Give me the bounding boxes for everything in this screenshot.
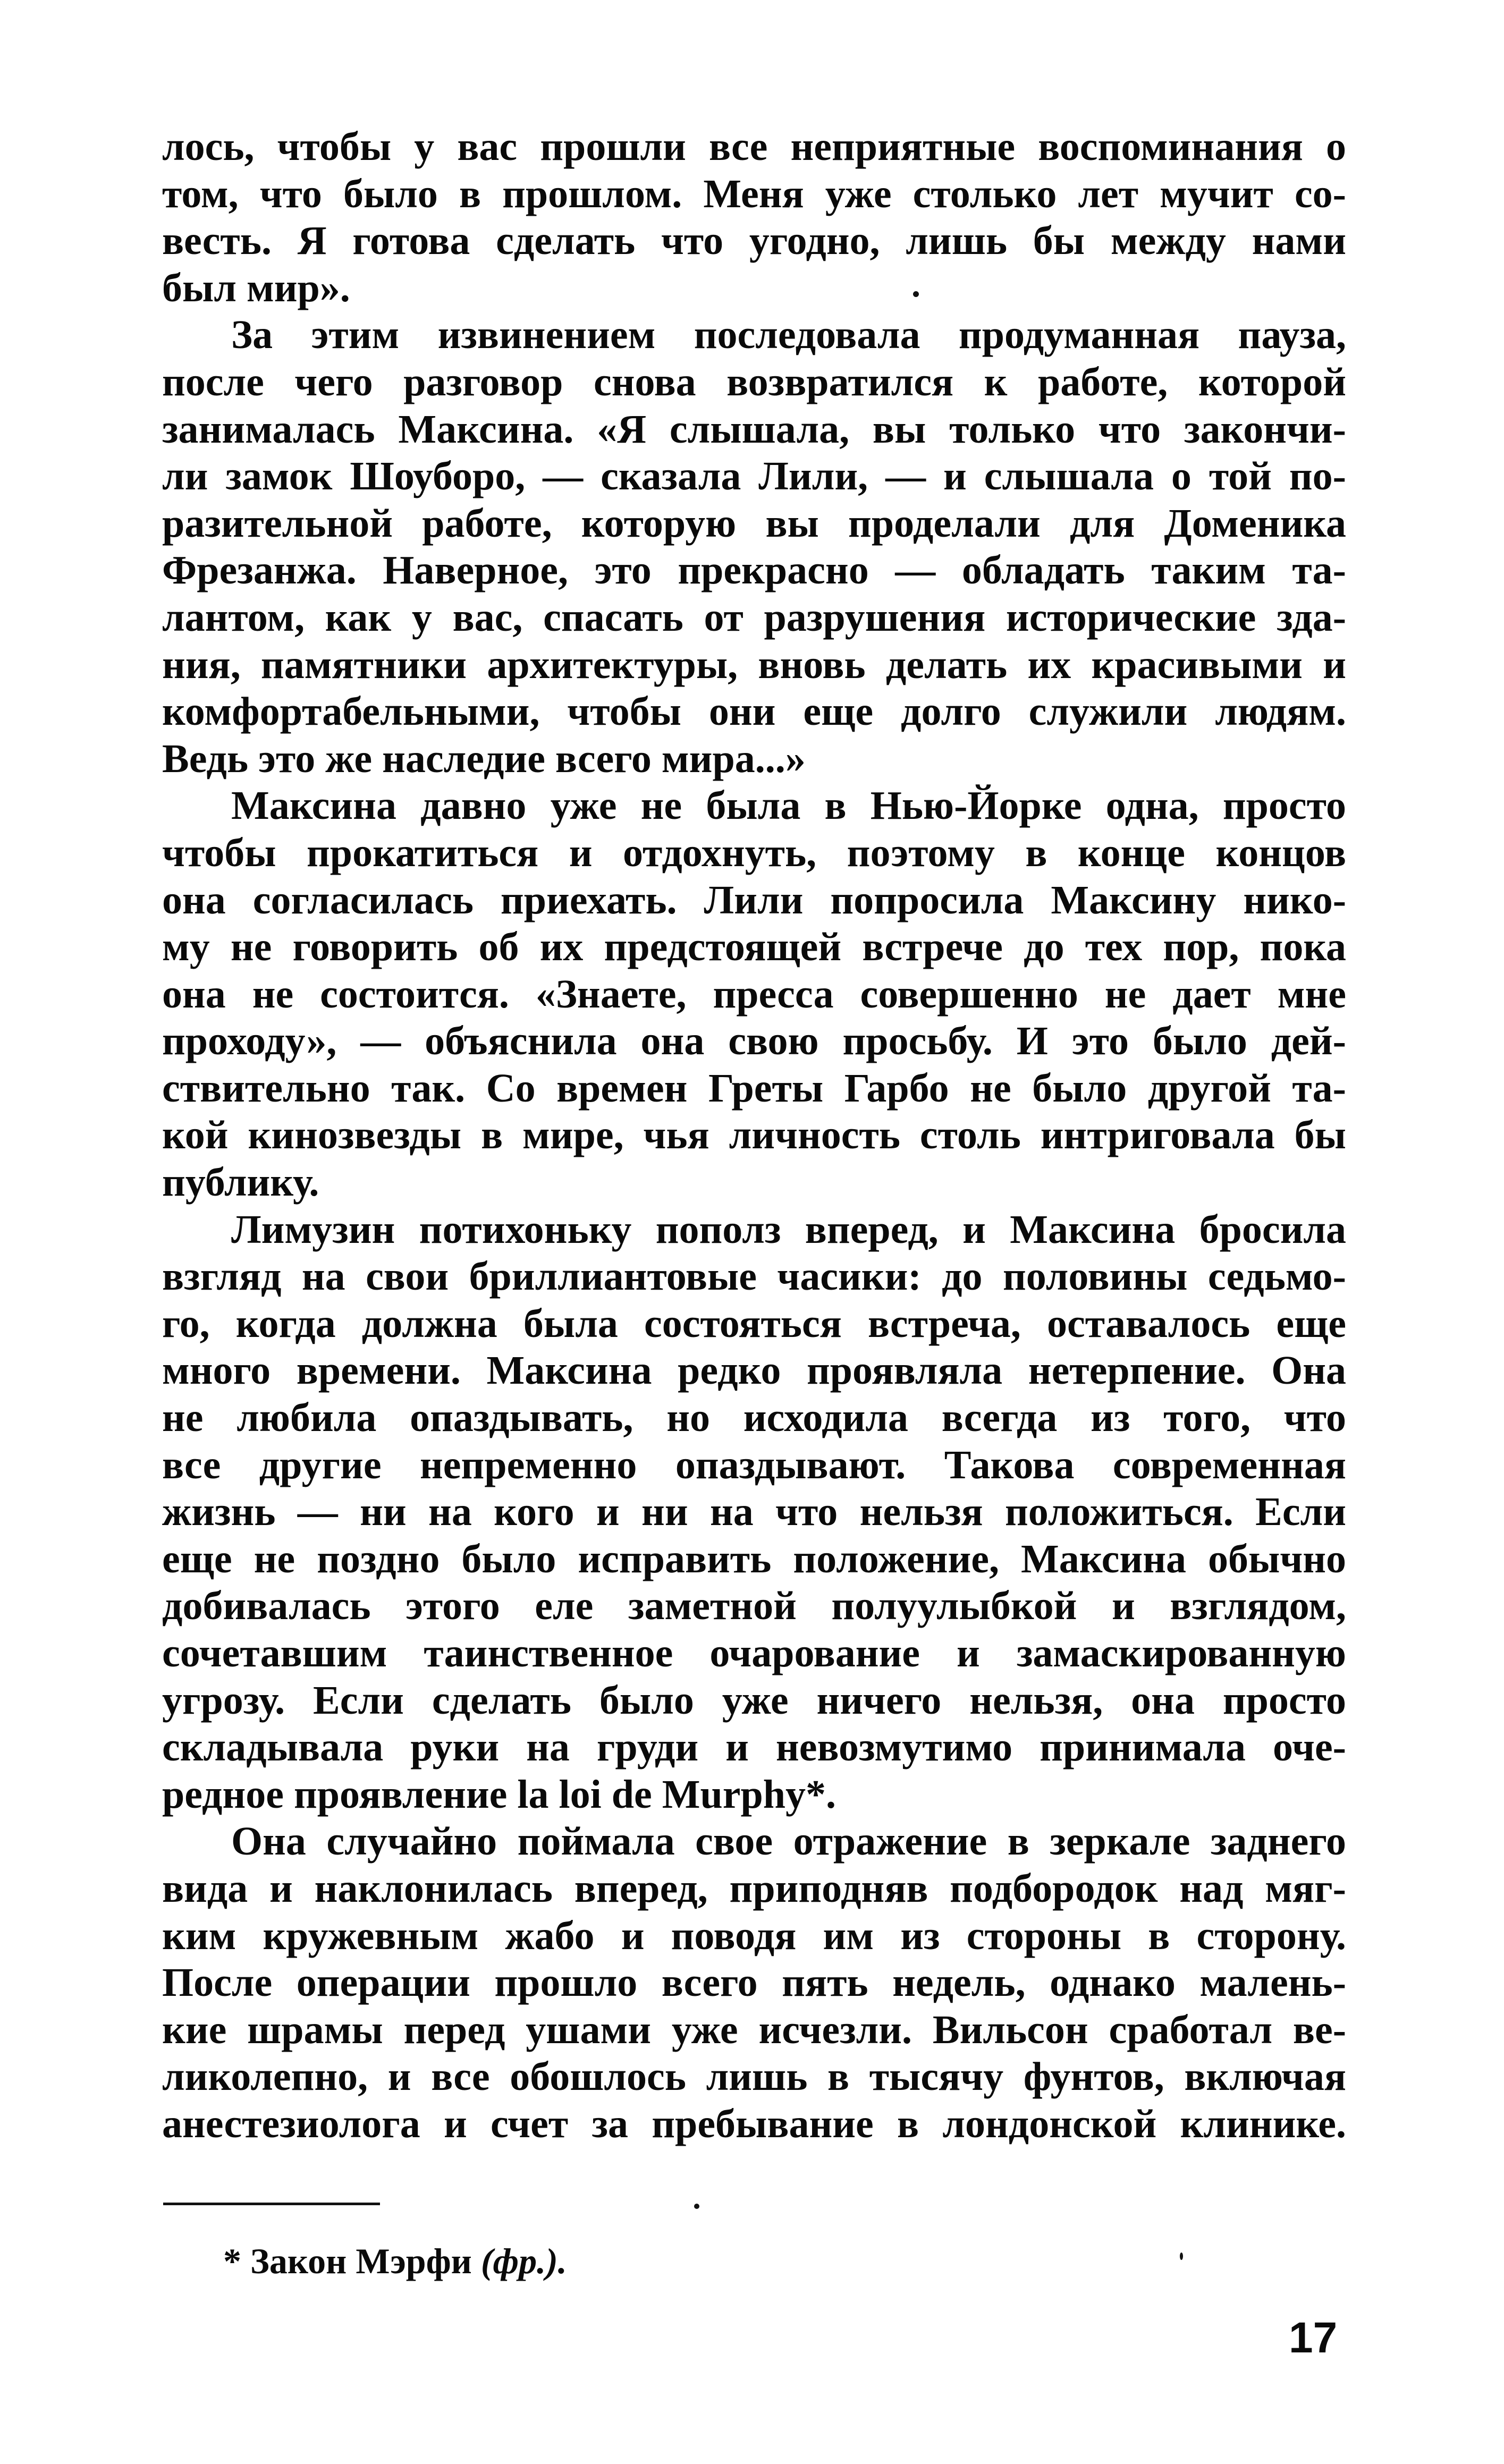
text-line	[162, 547, 1346, 594]
text-line-content: ликолепно, и все обошлось лишь в тысячу фунтов, включая	[162, 2054, 1346, 2099]
text-line	[162, 1630, 1346, 1677]
text-line	[162, 2101, 1346, 2148]
text-line	[162, 500, 1346, 547]
text-line	[162, 1959, 1346, 2006]
text-line	[162, 123, 1346, 171]
text-line	[162, 924, 1346, 971]
text-line-content: жизнь — ни на кого и ни на что нельзя положиться. Если	[162, 1489, 1346, 1535]
page-number: 17	[1289, 2314, 1338, 2362]
text-line	[162, 877, 1346, 924]
text-line-content: Ведь это же наследие всего мира...»	[162, 736, 806, 781]
text-line	[162, 1347, 1346, 1394]
text-line	[162, 171, 1346, 218]
text-line	[162, 1912, 1346, 1960]
text-line-content: Лимузин потихоньку пополз вперед, и Максина бросила	[231, 1207, 1346, 1252]
text-line-content: был мир».	[162, 265, 350, 310]
text-line	[162, 1677, 1346, 1724]
print-speck	[694, 2204, 699, 2209]
text-line-content: лантом, как у вас, спасать от разрушения исторические зда-	[162, 595, 1346, 640]
text-line-content: том, что было в прошлом. Меня уже столько лет мучит со-	[162, 171, 1346, 216]
text-line-content: ствительно так. Со времен Греты Гарбо не было другой та-	[162, 1065, 1346, 1111]
text-line	[162, 1724, 1346, 1771]
text-line-content: угрозу. Если сделать было уже ничего нельзя, она просто	[162, 1678, 1346, 1723]
text-line	[162, 2053, 1346, 2101]
text-line	[162, 1442, 1346, 1489]
text-line-content: публику.	[162, 1160, 319, 1205]
footnote-italic-text: (фр.).	[480, 2241, 567, 2281]
text-line-content: весть. Я готова сделать что угодно, лишь бы между нами	[162, 218, 1346, 264]
text-line-content: За этим извинением последовала продуманная пауза,	[231, 312, 1346, 358]
text-line-content: разительной работе, которую вы проделали для Доменика	[162, 501, 1346, 546]
text-line	[162, 217, 1346, 265]
text-line-content: складывала руки на груди и невозмутимо принимала оче-	[162, 1725, 1346, 1770]
body-text	[162, 123, 1346, 2148]
text-line	[162, 1159, 1346, 1206]
text-line	[162, 311, 1346, 359]
text-line	[162, 1771, 1346, 1818]
text-line	[162, 265, 1346, 312]
text-line	[162, 971, 1346, 1018]
text-line	[162, 1018, 1346, 1065]
text-line	[162, 688, 1346, 735]
text-line	[162, 641, 1346, 689]
text-line-content: она согласилась приехать. Лили попросила Максину нико-	[162, 877, 1346, 922]
text-line	[162, 1206, 1346, 1254]
text-line-content: проходу», — объяснила она свою просьбу. И это было дей-	[162, 1019, 1346, 1064]
text-line	[162, 1065, 1346, 1112]
text-line-content: кие шрамы перед ушами уже исчезли. Вильсон сработал ве-	[162, 2007, 1346, 2052]
text-line	[162, 1818, 1346, 1865]
text-line-content: чтобы прокатиться и отдохнуть, поэтому в конце концов	[162, 830, 1346, 875]
text-line-content: лось, чтобы у вас прошли все неприятные воспоминания о	[162, 124, 1346, 169]
text-line-content: Максина давно уже не была в Нью-Йорке одна, просто	[231, 783, 1346, 828]
text-line	[162, 829, 1346, 877]
text-line-content: Она случайно поймала свое отражение в зеркале заднего	[231, 1819, 1346, 1864]
text-line-content: комфортабельными, чтобы они еще долго служили людям.	[162, 689, 1346, 734]
text-line-content: сочетавшим таинственное очарование и замаскированную	[162, 1631, 1346, 1675]
text-line	[162, 1112, 1346, 1159]
text-line-content: она не состоится. «Знаете, пресса совершенно не дает мне	[162, 971, 1346, 1017]
text-line-content: добивалась этого еле заметной полуулыбкой и взглядом,	[162, 1584, 1346, 1629]
text-line-content: редное проявление la loi de Murphy*.	[162, 1772, 837, 1817]
text-line	[162, 735, 1346, 783]
text-line-content: му не говорить об их предстоящей встрече до тех пор, пока	[162, 925, 1346, 970]
text-line	[162, 1253, 1346, 1300]
text-line	[162, 1536, 1346, 1583]
text-line	[162, 1488, 1346, 1536]
text-line-content: ли замок Шоуборо, — сказала Лили, — и слышала о той по-	[162, 454, 1346, 499]
text-line	[162, 1865, 1346, 1912]
text-line	[162, 359, 1346, 406]
text-line	[162, 453, 1346, 500]
text-line-content: ким кружевным жабо и поводя им из стороны в сторону.	[162, 1913, 1346, 1958]
text-line-content: ния, памятники архитектуры, вновь делать их красивыми и	[162, 642, 1346, 687]
footnote-marker: *	[223, 2241, 241, 2281]
footnote	[223, 2240, 567, 2282]
text-line	[162, 1300, 1346, 1348]
text-line-content: анестезиолога и счет за пребывание в лондонской клинике.	[162, 2101, 1346, 2146]
text-line-content: го, когда должна была состояться встреча, оставалось еще	[162, 1301, 1346, 1346]
text-line	[162, 406, 1346, 453]
print-speck	[913, 291, 919, 297]
text-line-content: еще не поздно было исправить положение, Максина обычно	[162, 1536, 1346, 1581]
text-line-content: Фрезанжа. Наверное, это прекрасно — обладать таким та-	[162, 548, 1346, 593]
text-line-content: занималась Максина. «Я слышала, вы только что закончи-	[162, 407, 1346, 452]
text-line-content: кой кинозвезды в мире, чья личность столь интриговала бы	[162, 1113, 1346, 1158]
text-line-content: не любила опаздывать, но исходила всегда из того, что	[162, 1395, 1346, 1441]
text-line-content: много времени. Максина редко проявляла нетерпение. Она	[162, 1348, 1346, 1393]
text-line-content: вида и наклонилась вперед, приподняв подбородок над мяг-	[162, 1866, 1346, 1911]
print-speck	[1180, 2253, 1183, 2260]
text-line-content: После операции прошло всего пять недель, однако малень-	[162, 1960, 1346, 2005]
text-line	[162, 1582, 1346, 1630]
text-line	[162, 2006, 1346, 2054]
footnote-text: Закон Мэрфи	[250, 2241, 481, 2281]
text-line-content: взгляд на свои бриллиантовые часики: до половины седьмо-	[162, 1254, 1346, 1299]
footnote-divider	[163, 2203, 380, 2205]
text-line-content: после чего разговор снова возвратился к работе, которой	[162, 359, 1346, 404]
text-line	[162, 782, 1346, 829]
text-line-content: все другие непременно опаздывают. Такова современная	[162, 1442, 1346, 1487]
text-line	[162, 1394, 1346, 1442]
text-line	[162, 594, 1346, 641]
